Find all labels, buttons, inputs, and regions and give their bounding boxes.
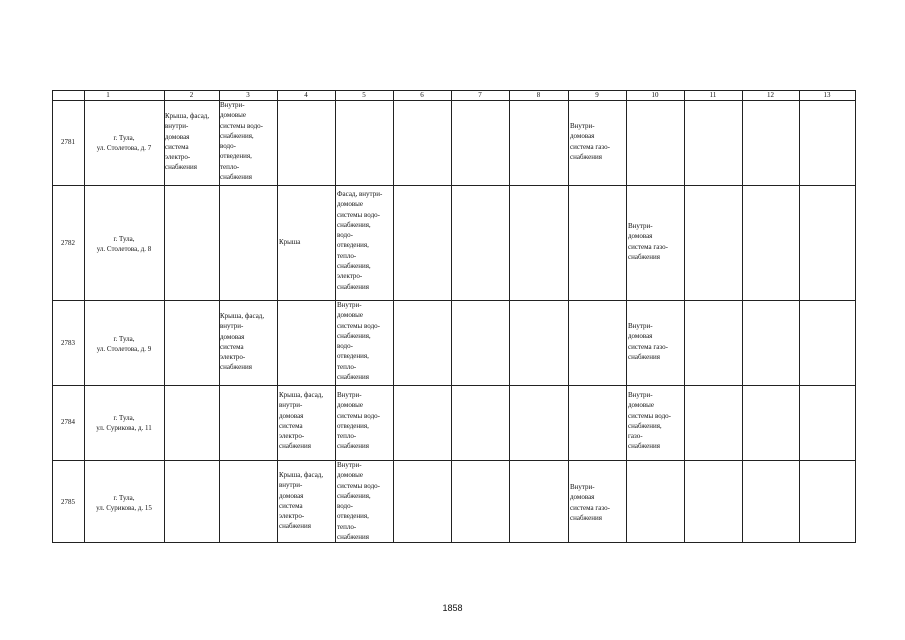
col-border xyxy=(393,90,394,543)
cell-text: Внутри- домовые системы водо- снабжения, газо- снабжения xyxy=(628,391,671,451)
cell-text: Внутри- домовые системы водо- снабжения, водо- отведения, тепло- снабжения xyxy=(220,101,263,182)
column-header: 7 xyxy=(478,91,482,99)
column-header: 6 xyxy=(420,91,424,99)
row-border xyxy=(52,460,856,461)
col-border xyxy=(335,90,336,543)
cell-text: Внутри- домовая система газо- снабжения xyxy=(570,483,610,522)
column-header: 4 xyxy=(304,91,308,99)
row-number: 2785 xyxy=(61,498,75,506)
column-header: 2 xyxy=(189,91,194,99)
cell-text: Фасад, внутри- домовые системы водо- снабжения, водо- отведения, тепло- снабжения, электро- снабжения xyxy=(337,190,383,291)
row-address: г. Тула, ул. Столетова, д. 9 xyxy=(96,335,152,353)
row-border xyxy=(52,542,856,543)
col-border xyxy=(799,90,800,543)
row-address: г. Тула, ул. Столетова, д. 8 xyxy=(96,235,152,253)
cell-text: Внутри- домовые системы водо- отведения, тепло- снабжения xyxy=(337,391,380,451)
cell-text: Крыша, фасад, внутри- домовая система электро- снабжения xyxy=(165,112,210,172)
col-border xyxy=(626,90,627,543)
cell-text: Внутри- домовые системы водо- снабжения, водо- отведения, тепло- снабжения xyxy=(337,461,380,542)
col-border xyxy=(277,90,278,543)
row-number: 2781 xyxy=(61,138,75,146)
page-number: 1858 xyxy=(442,603,463,613)
col-border xyxy=(684,90,685,543)
cell-text: Крыша, фасад, внутри- домовая система электро- снабжения xyxy=(220,312,265,372)
row-border xyxy=(52,100,856,101)
column-header: 8 xyxy=(536,91,541,99)
column-header: 11 xyxy=(709,91,717,99)
row-address: г. Тула, ул. Сурикова, д. 11 xyxy=(96,414,152,432)
column-header: 13 xyxy=(823,91,831,99)
col-border xyxy=(84,90,85,543)
cell-text: Внутри- домовая система газо- снабжения xyxy=(628,322,668,361)
cell-text: Внутри- домовая система газо- снабжения xyxy=(570,122,610,161)
col-border xyxy=(509,90,510,543)
row-border xyxy=(52,300,856,301)
cell-text: Крыша, фасад, внутри- домовая система электро- снабжения xyxy=(279,391,324,451)
column-header: 9 xyxy=(595,91,599,99)
cell-text: Внутри- домовая система газо- снабжения xyxy=(628,222,668,261)
col-border xyxy=(52,90,53,543)
col-border xyxy=(451,90,452,543)
cell-text: Внутри- домовые системы водо- снабжения, водо- отведения, тепло- снабжения xyxy=(337,301,380,382)
column-header: 5 xyxy=(362,91,366,99)
row-number: 2784 xyxy=(61,418,75,426)
row-number: 2782 xyxy=(61,239,75,247)
column-header: 3 xyxy=(246,91,250,99)
row-address: г. Тула, ул. Сурикова, д. 15 xyxy=(96,494,152,512)
column-header: 1 xyxy=(106,91,110,99)
column-header: 12 xyxy=(767,91,774,99)
col-border xyxy=(568,90,569,543)
row-border xyxy=(52,185,856,186)
col-border xyxy=(855,90,856,543)
cell-text: Крыша xyxy=(279,238,301,246)
col-border xyxy=(742,90,743,543)
column-header: 10 xyxy=(651,91,659,99)
works-table xyxy=(52,90,856,543)
row-address: г. Тула, ул. Столетова, д. 7 xyxy=(96,134,152,152)
cell-text: Крыша, фасад, внутри- домовая система электро- снабжения xyxy=(279,471,324,531)
row-border xyxy=(52,385,856,386)
row-number: 2783 xyxy=(61,339,75,347)
